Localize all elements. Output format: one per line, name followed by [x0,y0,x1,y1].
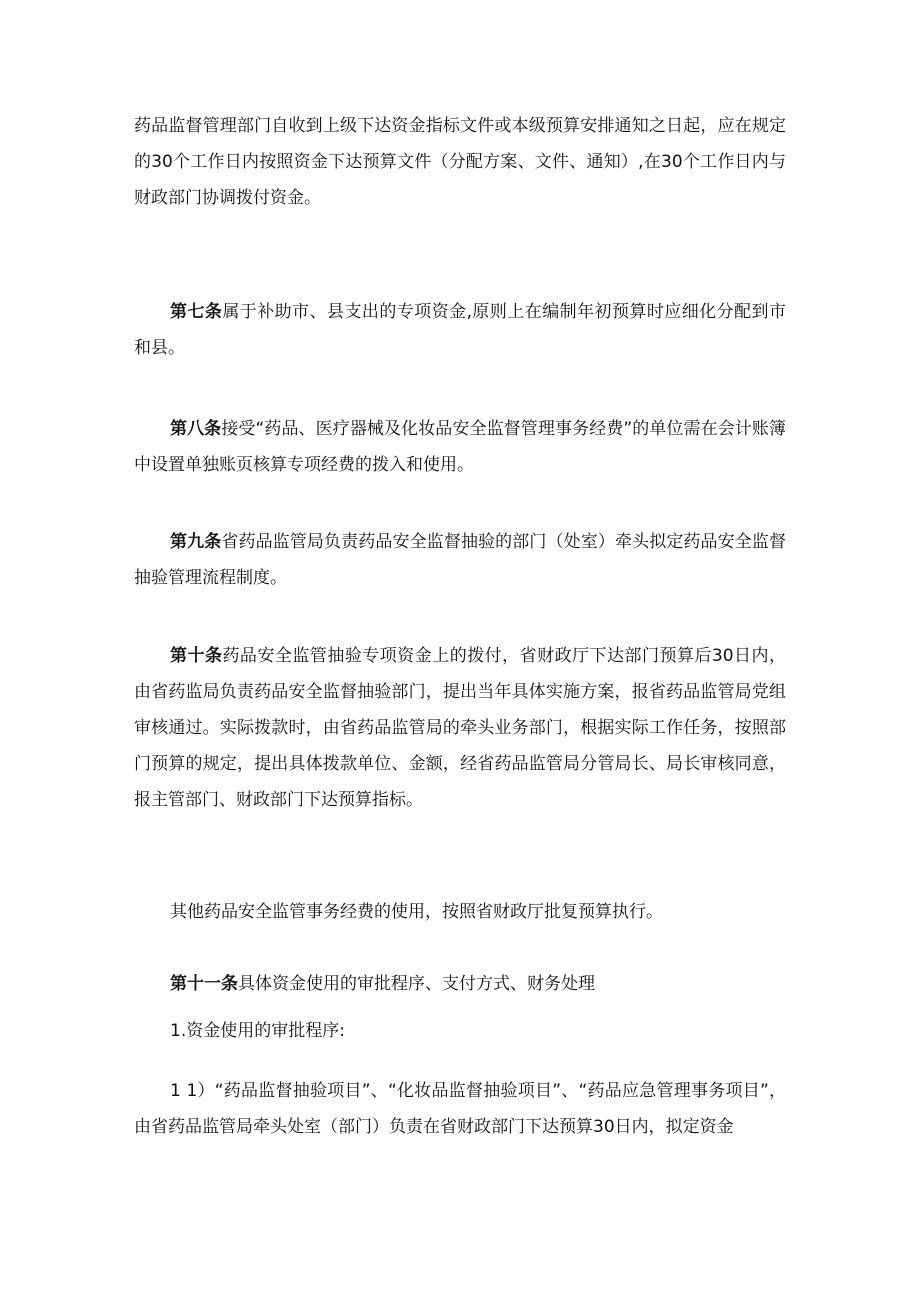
list-item-1-1 [134,1073,786,1145]
article-8-text: 接受“药品、医疗器械及化妆品安全监督管理事务经费”的单位需在会计账簿中设置单独账页核算专项经费的拨入和使用。 [134,419,786,475]
article-7-heading: 第七条 [170,302,223,322]
article-9 [134,524,786,596]
article-11 [134,966,786,1002]
article-9-heading: 第九条 [170,532,222,552]
list-item-text: 1.资金使用的审批程序: [170,1021,345,1041]
article-7-text: 属于补助市、县支出的专项资金,原则上在编制年初预算时应细化分配到市和县。 [134,302,787,358]
list-item-text: 1 1）“药品监督抽验项目”、“化妆品监督抽验项目”、“药品应急管理事务项目”，由省药品监管局牵头处室（部门）负责在省财政部门下达预算30日内，拟定资金 [134,1081,786,1137]
article-11-text: 具体资金使用的审批程序、支付方式、财务处理 [238,974,595,994]
list-item-approval-procedure [134,1013,786,1049]
article-8-heading: 第八条 [170,419,222,439]
article-9-text: 省药品监管局负责药品安全监督抽验的部门（处室）牵头拟定药品安全监督抽验管理流程制度。 [134,532,786,588]
paragraph-fund-allocation [134,108,786,216]
paragraph-text: 其他药品安全监管事务经费的使用，按照省财政厅批复预算执行。 [170,902,663,922]
article-10-text: 药品安全监管抽验专项资金上的拨付，省财政厅下达部门预算后30日内，由省药监局负责药品安全监督抽验部门，提出当年具体实施方案，报省药品监管局党组审核通过。实际拨款时，由省药品监管局的牵头业务部门，根据实际工作任务，按照部门预算的规定，提出具体拨款单位、金额，经省药品监管局分管局长、局长审核同意，报主管部门、财政部门下达预算指标。 [134,646,786,810]
paragraph-other-expenses [134,894,786,930]
article-7 [134,294,786,366]
paragraph-text: 药品监督管理部门自收到上级下达资金指标文件或本级预算安排通知之日起，应在规定的30个工作日内按照资金下达预算文件（分配方案、文件、通知）,在30个工作日内与财政部门协调拨付资金。 [134,116,786,208]
article-10-heading: 第十条 [170,646,223,666]
article-8 [134,411,786,483]
article-11-heading: 第十一条 [170,974,238,994]
article-10 [134,638,786,818]
